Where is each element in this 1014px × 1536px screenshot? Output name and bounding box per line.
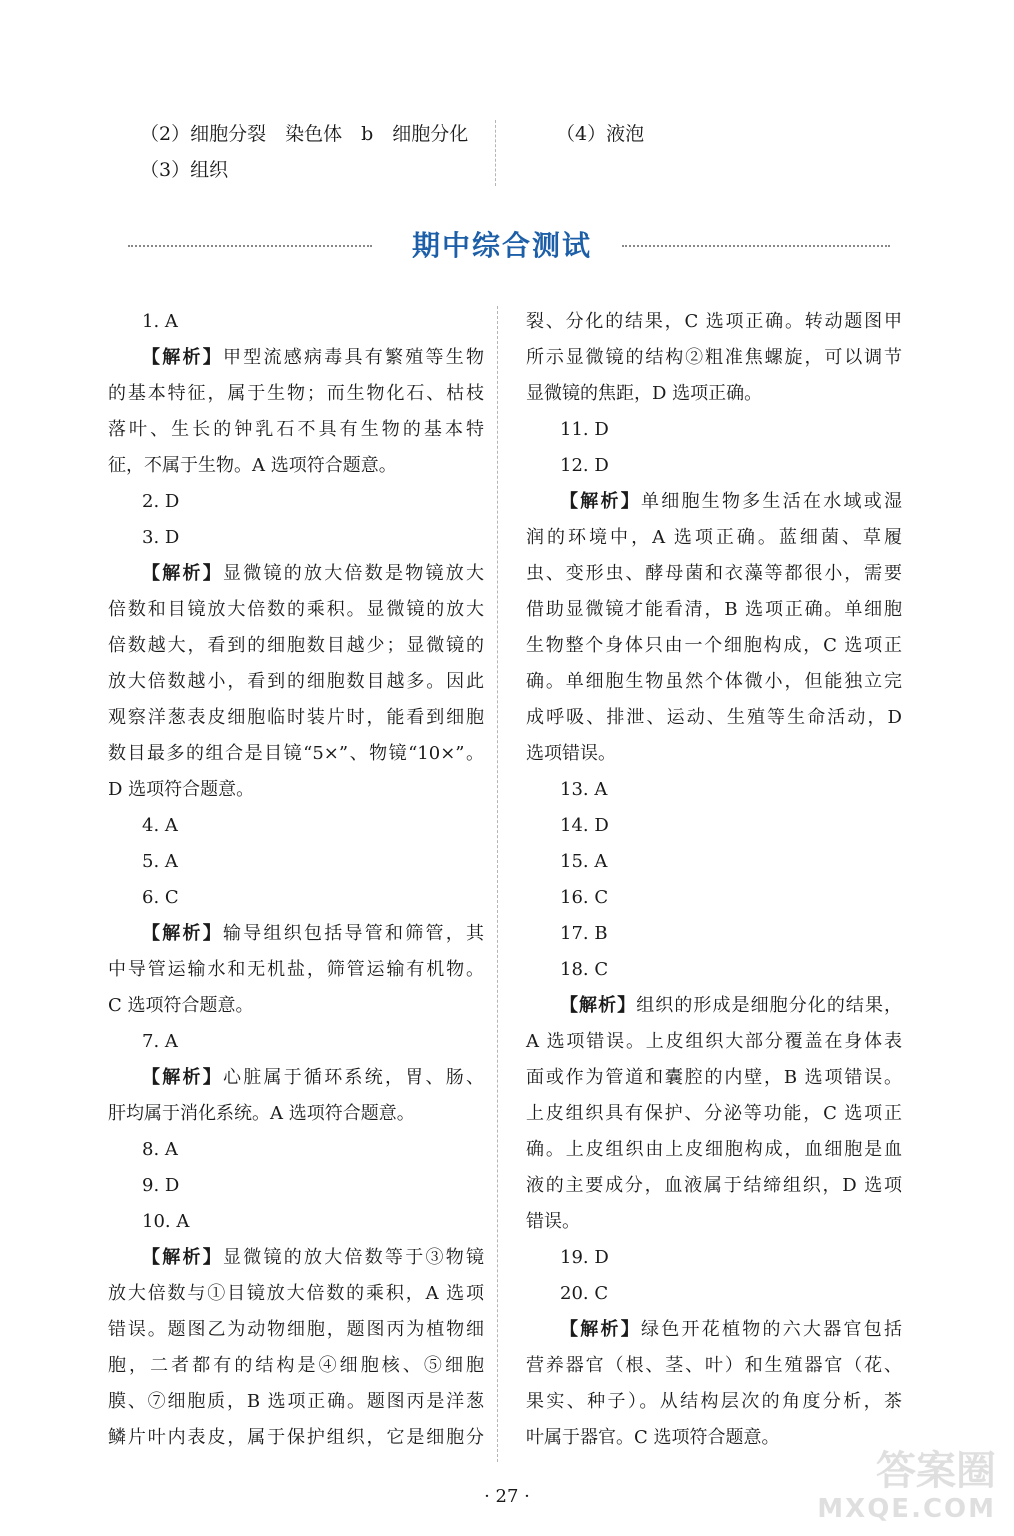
dotted-rule-left xyxy=(128,245,372,247)
explanation-text xyxy=(560,988,902,1024)
answer-line: （3）组织 xyxy=(140,159,229,181)
explanation-line xyxy=(108,1276,484,1312)
explanation-line xyxy=(108,628,484,664)
explanation-line xyxy=(108,376,484,412)
explanation-body: 心脏属于循环系统，胃、肠、 xyxy=(223,1067,484,1088)
explanation-text: 放大倍数与①目镜放大倍数的乘积，A 选项 xyxy=(108,1283,484,1304)
explanation-text: C 选项符合题意。 xyxy=(108,995,254,1016)
explanation-text: 的基本特征，属于生物；而生物化石、枯枝 xyxy=(108,383,484,404)
explanation-line xyxy=(526,1204,902,1240)
explanation-text: 叶属于器官。C 选项符合题意。 xyxy=(526,1427,780,1448)
explanation-text: 液的主要成分，血液属于结缔组织，D 选项 xyxy=(526,1175,902,1196)
explanation-line xyxy=(108,1096,484,1132)
explanation-body: 输导组织包括导管和筛管，其 xyxy=(223,923,484,944)
explanation-text: 征，不属于生物。A 选项符合题意。 xyxy=(108,455,397,476)
explanation-line xyxy=(108,1240,484,1276)
explanation-line xyxy=(526,376,902,412)
section-header xyxy=(128,224,890,268)
analysis-tag: 【解析】 xyxy=(560,491,641,512)
explanation-line xyxy=(526,1168,902,1204)
explanation-text: 错误。 xyxy=(526,1211,580,1232)
answer-line: 14. D xyxy=(560,815,609,836)
explanation-text: 错误。题图乙为动物细胞，题图丙为植物细 xyxy=(108,1319,484,1340)
explanation-line xyxy=(526,304,902,340)
explanation-text xyxy=(142,340,484,376)
explanation-body: 甲型流感病毒具有繁殖等生物 xyxy=(223,347,484,368)
explanation-text xyxy=(142,1060,484,1096)
watermark-text: 答案圈 xyxy=(876,1448,996,1494)
explanation-text: 营养器官（根、茎、叶）和生殖器官（花、 xyxy=(526,1355,902,1376)
answer-line: 3. D xyxy=(142,527,180,548)
explanation-line xyxy=(526,520,902,556)
explanation-line xyxy=(108,952,484,988)
explanation-line xyxy=(108,1384,484,1420)
explanation-line xyxy=(526,736,902,772)
column-divider xyxy=(497,306,498,1462)
explanation-line xyxy=(108,772,484,808)
explanation-text xyxy=(142,916,484,952)
analysis-tag: 【解析】 xyxy=(142,923,223,944)
explanation-text xyxy=(142,556,484,592)
analysis-tag: 【解析】 xyxy=(560,1319,641,1340)
explanation-body: 显微镜的放大倍数等于③物镜 xyxy=(223,1247,484,1268)
answer-line: 17. B xyxy=(560,923,608,944)
explanation-body: 绿色开花植物的六大器官包括 xyxy=(641,1319,902,1340)
explanation-line xyxy=(108,700,484,736)
analysis-tag: 【解析】 xyxy=(142,563,223,584)
answer-line: 6. C xyxy=(142,887,179,908)
explanation-line xyxy=(108,1420,484,1456)
explanation-line xyxy=(108,448,484,484)
explanation-text: 倍数越大，看到的细胞数目越少；显微镜的 xyxy=(108,635,484,656)
previous-section-answers-right xyxy=(556,116,856,152)
watermark-url: MXQE.COM xyxy=(817,1494,996,1524)
explanation-line xyxy=(526,1312,902,1348)
explanation-body: 组织的形成是细胞分化的结果， xyxy=(636,995,903,1016)
explanation-text: 虫、变形虫、酵母菌和衣藻等都很小，需要 xyxy=(526,563,902,584)
watermark-logo xyxy=(806,1448,996,1528)
answer-line: 7. A xyxy=(142,1031,178,1052)
explanation-line xyxy=(108,916,484,952)
explanation-text: 放大倍数越小，看到的细胞数目越多。因此 xyxy=(108,671,484,692)
answer-line: 9. D xyxy=(142,1175,180,1196)
explanation-line xyxy=(108,592,484,628)
explanation-line xyxy=(526,484,902,520)
explanation-text: 膜、⑦细胞质，B 选项正确。题图丙是洋葱 xyxy=(108,1391,484,1412)
answer-line: 1. A xyxy=(142,311,178,332)
explanation-line xyxy=(108,736,484,772)
explanation-text xyxy=(560,484,902,520)
answer-line: 2. D xyxy=(142,491,180,512)
answer-line: 5. A xyxy=(142,851,178,872)
explanation-text: A 选项错误。上皮组织大部分覆盖在身体表 xyxy=(526,1031,902,1052)
explanation-text: 选项错误。 xyxy=(526,743,616,764)
explanation-body: 单细胞生物多生活在水域或湿 xyxy=(641,491,902,512)
explanation-text: 胞，二者都有的结构是④细胞核、⑤细胞 xyxy=(108,1355,484,1376)
analysis-tag: 【解析】 xyxy=(142,1067,223,1088)
explanation-text: 借助显微镜才能看清，B 选项正确。单细胞 xyxy=(526,599,902,620)
explanation-text xyxy=(560,1312,902,1348)
explanation-text: 裂、分化的结果，C 选项正确。转动题图甲 xyxy=(526,311,902,332)
explanation-line xyxy=(526,628,902,664)
explanation-text: 肝均属于消化系统。A 选项符合题意。 xyxy=(108,1103,415,1124)
explanation-line xyxy=(108,1348,484,1384)
dotted-rule-right xyxy=(622,245,890,247)
analysis-tag: 【解析】 xyxy=(142,347,223,368)
explanation-text: 鳞片叶内表皮，属于保护组织，它是细胞分 xyxy=(108,1427,484,1448)
explanation-line xyxy=(108,556,484,592)
explanation-text: 润的环境中，A 选项正确。蓝细菌、草履 xyxy=(526,527,902,548)
analysis-tag: 【解析】 xyxy=(560,995,637,1016)
previous-section-answers-left xyxy=(140,116,480,188)
explanation-line xyxy=(526,1096,902,1132)
explanation-text: 确。上皮组织由上皮细胞构成，血细胞是血 xyxy=(526,1139,902,1160)
explanation-line xyxy=(526,1060,902,1096)
explanation-line xyxy=(108,340,484,376)
explanation-text: 生物整个身体只由一个细胞构成，C 选项正 xyxy=(526,635,902,656)
explanation-text: D 选项符合题意。 xyxy=(108,779,255,800)
explanation-text: 落叶、生长的钟乳石不具有生物的基本特 xyxy=(108,419,484,440)
answer-line: 19. D xyxy=(560,1247,609,1268)
answer-line: 13. A xyxy=(560,779,608,800)
answer-column-right xyxy=(526,304,902,1456)
explanation-text: 上皮组织具有保护、分泌等功能，C 选项正 xyxy=(526,1103,902,1124)
explanation-line xyxy=(108,412,484,448)
explanation-line xyxy=(108,1312,484,1348)
answer-line: （4）液泡 xyxy=(556,123,645,145)
answer-line: 11. D xyxy=(560,419,609,440)
explanation-text: 确。单细胞生物虽然个体微小，但能独立完 xyxy=(526,671,902,692)
explanation-text: 观察洋葱表皮细胞临时装片时，能看到细胞 xyxy=(108,707,484,728)
section-title: 期中综合测试 xyxy=(411,229,592,262)
explanation-text: 数目最多的组合是目镜“5×”、物镜“10×”。 xyxy=(108,743,484,764)
answer-line: 16. C xyxy=(560,887,609,908)
explanation-text: 果实、种子）。从结构层次的角度分析，茶 xyxy=(526,1391,902,1412)
answer-column-left xyxy=(108,304,484,1456)
answer-line: （2）细胞分裂 染色体 b 细胞分化 xyxy=(140,123,469,145)
explanation-text: 显微镜的焦距，D 选项正确。 xyxy=(526,383,763,404)
explanation-text: 面或作为管道和囊腔的内壁，B 选项错误。 xyxy=(526,1067,902,1088)
explanation-line xyxy=(526,988,902,1024)
explanation-line xyxy=(526,340,902,376)
answer-line: 10. A xyxy=(142,1211,190,1232)
explanation-text: 成呼吸、排泄、运动、生殖等生命活动，D xyxy=(526,707,902,728)
explanation-line xyxy=(526,700,902,736)
explanation-line xyxy=(108,988,484,1024)
answer-line: 15. A xyxy=(560,851,608,872)
answer-line: 18. C xyxy=(560,959,609,980)
answer-line: 8. A xyxy=(142,1139,178,1160)
explanation-line xyxy=(526,1384,902,1420)
page-number: · 27 · xyxy=(484,1486,530,1507)
explanation-line xyxy=(526,1348,902,1384)
explanation-line xyxy=(526,664,902,700)
explanation-body: 显微镜的放大倍数是物镜放大 xyxy=(223,563,484,584)
explanation-text: 所示显微镜的结构②粗准焦螺旋，可以调节 xyxy=(526,347,902,368)
explanation-line xyxy=(108,1060,484,1096)
explanation-line xyxy=(526,1024,902,1060)
explanation-text: 倍数和目镜放大倍数的乘积。显微镜的放大 xyxy=(108,599,484,620)
explanation-line xyxy=(108,664,484,700)
explanation-text xyxy=(142,1240,484,1276)
answer-line: 12. D xyxy=(560,455,609,476)
analysis-tag: 【解析】 xyxy=(142,1247,223,1268)
answer-line: 4. A xyxy=(142,815,178,836)
explanation-line xyxy=(526,1132,902,1168)
column-divider xyxy=(495,120,496,186)
answer-line: 20. C xyxy=(560,1283,609,1304)
explanation-line xyxy=(526,592,902,628)
explanation-line xyxy=(526,556,902,592)
explanation-text: 中导管运输水和无机盐，筛管运输有机物。 xyxy=(108,959,484,980)
